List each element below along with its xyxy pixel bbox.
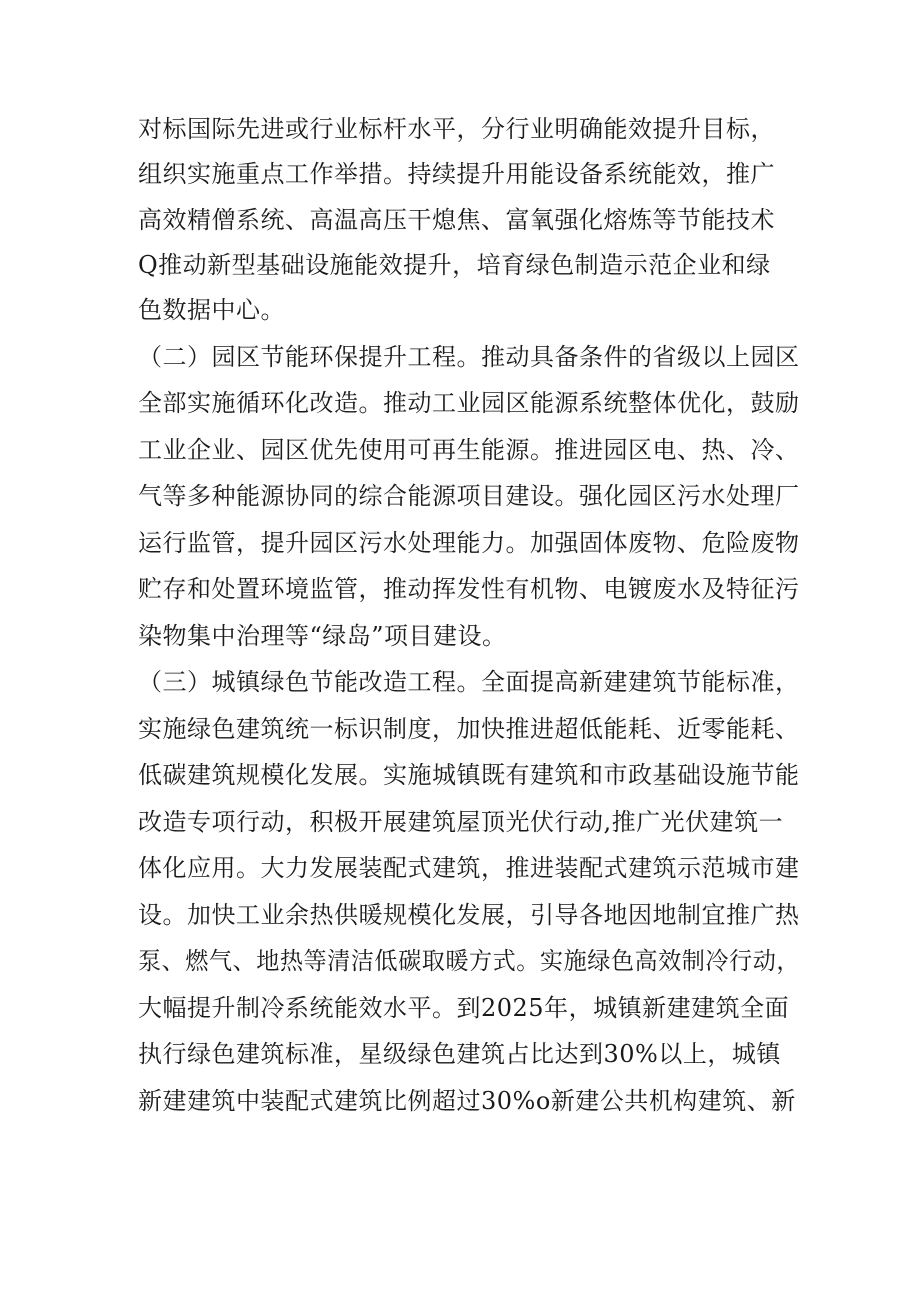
text-line: 气等多种能源协同的综合能源项目建设。强化园区污水处理厂 bbox=[138, 482, 800, 510]
text-line: 新建建筑中装配式建筑比例超过30%o新建公共机构建筑、新 bbox=[138, 1087, 796, 1115]
text-line: 大幅提升制冷系统能效水平。到2025年，城镇新建建筑全面 bbox=[138, 994, 790, 1022]
text-line: 实施绿色建筑统一标识制度，加快推进超低能耗、近零能耗、 bbox=[138, 715, 800, 743]
text-line: 低碳建筑规模化发展。实施城镇既有建筑和市政基础设施节能 bbox=[138, 761, 800, 789]
text-line: 组织实施重点工作举措。持续提升用能设备系统能效，推广 bbox=[138, 160, 775, 188]
text-line: 高效精僧系统、高温高压干熄焦、富氧强化熔炼等节能技术 bbox=[138, 206, 775, 234]
section-heading-line: （三）城镇绿色节能改造工程。全面提高新建建筑节能标准， bbox=[138, 668, 800, 696]
text-line: 全部实施循环化改造。推动工业园区能源系统整体优化，鼓励 bbox=[138, 389, 800, 417]
text-line: 对标国际先进或行业标杆水平，分行业明确能效提升目标， bbox=[138, 115, 775, 143]
text-line: 贮存和处置环境监管，推动挥发性有机物、电镀废水及特征污 bbox=[138, 575, 800, 603]
text-line: 工业企业、园区优先使用可再生能源。推进园区电、热、冷、 bbox=[138, 436, 800, 464]
text-line: 色数据中心。 bbox=[138, 296, 285, 324]
text-line: 运行监管，提升园区污水处理能力。加强固体废物、危险废物 bbox=[138, 529, 800, 557]
section-heading-line: （二）园区节能环保提升工程。推动具备条件的省级以上园区 bbox=[138, 343, 800, 371]
text-line: 改造专项行动，积极开展建筑屋顶光伏行动,推广光伏建筑一 bbox=[138, 808, 784, 836]
text-line: 执行绿色建筑标准，星级绿色建筑占比达到30%以上，城镇 bbox=[138, 1040, 781, 1068]
text-line: 染物集中治理等“绿岛”项目建设。 bbox=[138, 622, 507, 650]
text-line: 设。加快工业余热供暖规模化发展，引导各地因地制宜推广热 bbox=[138, 901, 800, 929]
text-line: Q推动新型基础设施能效提升，培育绿色制造示范企业和绿 bbox=[138, 251, 771, 279]
text-line: 体化应用。大力发展装配式建筑，推进装配式建筑示范城市建 bbox=[138, 854, 800, 882]
text-line: 泵、燃气、地热等清洁低碳取暖方式。实施绿色高效制冷行动， bbox=[138, 947, 800, 975]
